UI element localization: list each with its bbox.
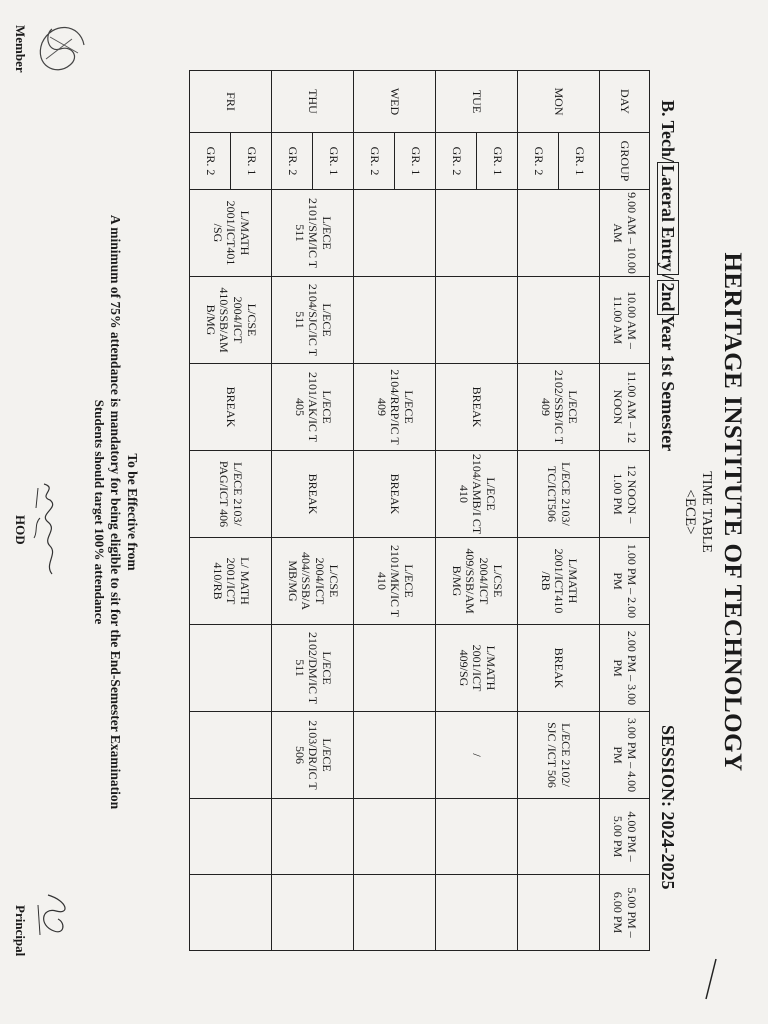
- column-header-time-slot: 12 NOON – 1.00 PM: [600, 451, 650, 538]
- column-header-day: DAY: [600, 71, 650, 133]
- group-cell: GR. 2: [518, 133, 559, 190]
- day-row: [313, 71, 354, 951]
- timetable-slot: [354, 277, 436, 364]
- column-header-time-slot: 11.00 AM – 12 NOON: [600, 364, 650, 451]
- timetable-slot: [354, 625, 436, 712]
- column-header-time-slot: 5.00 PM – 6.00 PM: [600, 875, 650, 951]
- programme-lateral-entry: Lateral Entry: [657, 162, 679, 274]
- day-cell: WED: [354, 71, 436, 133]
- group-cell: GR. 2: [436, 133, 477, 190]
- timetable-slot: [518, 875, 600, 951]
- timetable-slot: [354, 712, 436, 799]
- timetable-slot: L/ECE 2103/ TC/ICT506: [518, 451, 600, 538]
- timetable-slot: L/CSE 2004/ICT 410/SSB/AM B/MG: [190, 277, 272, 364]
- department-label: <ECE>: [682, 489, 698, 535]
- day-row: [231, 71, 272, 951]
- timetable-slot: L/MATH 2001/ICT401 /SG: [190, 190, 272, 277]
- timetable-slot: L/ECE 2102/ SJC /ICT 506: [518, 712, 600, 799]
- timetable-slot: [190, 875, 272, 951]
- timetable-slot: L/ECE 2101/AK/IC T 405: [272, 364, 354, 451]
- attendance-note: A minimum of 75% attendance is mandatory for being eligible to sit for the End-Semester Examination: [108, 214, 123, 810]
- column-header-time-slot: 4.00 PM – 5.00 PM: [600, 799, 650, 875]
- timetable-slot: L/ECE 2104/SJC/IC T 511: [272, 277, 354, 364]
- timetable-slot: [518, 799, 600, 875]
- day-row: [477, 71, 518, 951]
- timetable-slot: [190, 799, 272, 875]
- day-cell: MON: [518, 71, 600, 133]
- timetable-slot: [354, 875, 436, 951]
- effective-note: To be Effective from: [125, 453, 140, 571]
- group-cell: GR. 1: [559, 133, 600, 190]
- member-signature: [30, 15, 92, 85]
- group-cell: GR. 1: [477, 133, 518, 190]
- header-row: [600, 71, 650, 951]
- timetable-slot: [436, 277, 518, 364]
- group-cell: GR. 1: [231, 133, 272, 190]
- group-cell: GR. 1: [313, 133, 354, 190]
- timetable-slot: /: [436, 712, 518, 799]
- timetable-slot: L/ECE 2103/DR/IC T 506: [272, 712, 354, 799]
- timetable-slot: L/ECE 2104/AMB/I CT 410: [436, 451, 518, 538]
- timetable-slot: [436, 799, 518, 875]
- timetable-slot: BREAK: [272, 451, 354, 538]
- session-label: SESSION: 2024-2025: [658, 725, 678, 890]
- programme-year: 2nd: [657, 280, 679, 315]
- column-header-time-slot: 3.00 PM – 4.00 PM: [600, 712, 650, 799]
- column-header-time-slot: 9.00 AM – 10.00 AM: [600, 190, 650, 277]
- group-cell: GR. 2: [272, 133, 313, 190]
- timetable-slot: BREAK: [354, 451, 436, 538]
- day-row: [559, 71, 600, 951]
- programme-separator: /: [658, 274, 678, 280]
- day-cell: TUE: [436, 71, 518, 133]
- column-header-time-slot: 10.00 AM – 11.00 AM: [600, 277, 650, 364]
- principal-signature: [28, 885, 78, 945]
- timetable-slot: L/ECE 2101/SM/IC T 511: [272, 190, 354, 277]
- timetable: [189, 70, 650, 951]
- timetable-slot: [518, 190, 600, 277]
- timetable-slot: [436, 190, 518, 277]
- timetable-slot: L/CSE 2004/ICT 404//SSB/A MB/MG: [272, 538, 354, 625]
- corner-pen-mark: [688, 955, 728, 1005]
- principal-label: Principal: [13, 905, 28, 957]
- institute-name: HERITAGE INSTITUTE OF TECHNOLOGY: [719, 252, 746, 772]
- timetable-slot: L/ECE 2103/ PAG/ICT 406: [190, 451, 272, 538]
- document-subtitle: TIME TABLE: [699, 471, 714, 553]
- timetable-slot: L/MATH 2001/ICT 409/SG: [436, 625, 518, 712]
- timetable-slot: [272, 799, 354, 875]
- timetable-slot: [518, 277, 600, 364]
- column-header-time-slot: 1.00 PM – 2.00 PM: [600, 538, 650, 625]
- column-header-group: GROUP: [600, 133, 650, 190]
- timetable-slot: L/MATH 2001/ICT410 /RB: [518, 538, 600, 625]
- timetable-slot: [436, 875, 518, 951]
- timetable-slot: [354, 190, 436, 277]
- day-cell: FRI: [190, 71, 272, 133]
- day-cell: THU: [272, 71, 354, 133]
- member-label: Member: [13, 25, 28, 73]
- timetable-slot: L/ECE 2102/DM/IC T 511: [272, 625, 354, 712]
- column-header-time-slot: 2.00 PM – 3.00 PM: [600, 625, 650, 712]
- timetable-slot: [190, 625, 272, 712]
- group-cell: GR. 2: [190, 133, 231, 190]
- hod-label: HOD: [13, 515, 28, 545]
- timetable-slot: L/CSE 2004/ICT 409/SSB/AM B/MG: [436, 538, 518, 625]
- programme-suffix: Year 1st Semester: [658, 314, 678, 452]
- hod-signature: [28, 478, 68, 588]
- programme-prefix: B. Tech/: [658, 100, 678, 163]
- timetable-slot: [190, 712, 272, 799]
- attendance-target-note: Students should target 100% attendance: [92, 399, 107, 625]
- group-cell: GR. 1: [395, 133, 436, 190]
- timetable-slot: [354, 799, 436, 875]
- timetable-slot: L/ECE 2101/MK/IC T 410: [354, 538, 436, 625]
- timetable-slot: L/ MATH 2001/ICT 410/RB: [190, 538, 272, 625]
- programme-line: [657, 100, 678, 451]
- group-cell: GR. 2: [354, 133, 395, 190]
- timetable-slot: L/ECE 2102/SSB/IC T 409: [518, 364, 600, 451]
- timetable-slot: BREAK: [436, 364, 518, 451]
- timetable-slot: L/ECE 2104/RRP/IC T 409: [354, 364, 436, 451]
- timetable-slot: BREAK: [518, 625, 600, 712]
- timetable-slot: BREAK: [190, 364, 272, 451]
- day-row: [395, 71, 436, 951]
- timetable-slot: [272, 875, 354, 951]
